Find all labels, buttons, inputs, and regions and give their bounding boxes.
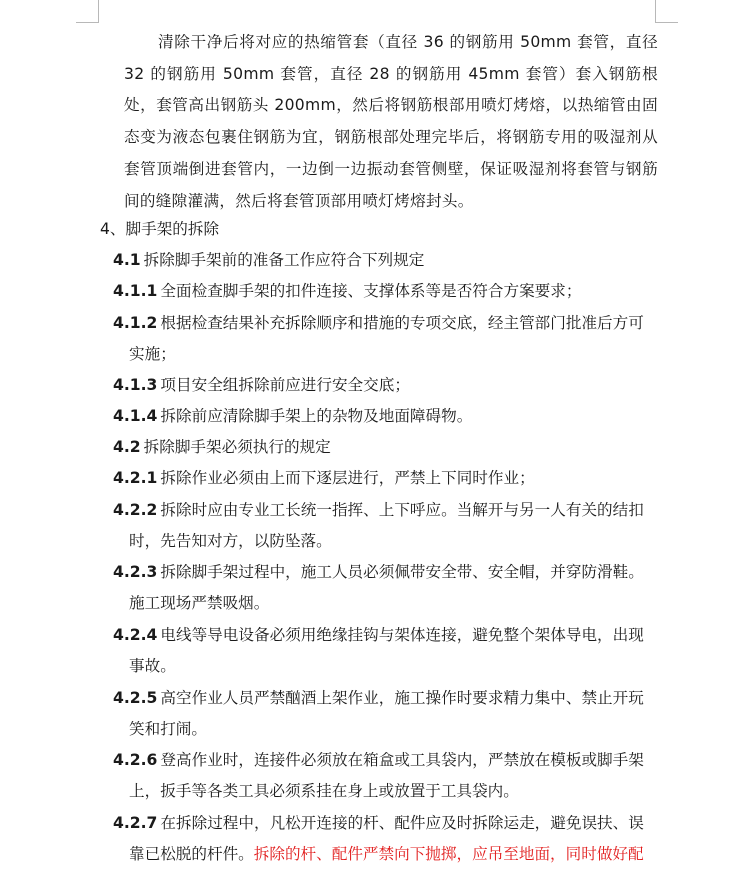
item-text: 全面检查脚手架的扣件连接、支撑体系等是否符合方案要求； xyxy=(160,282,582,300)
item-number: 4.1.1 xyxy=(113,282,158,300)
list-item xyxy=(113,401,658,432)
intro-paragraph: 清除干净后将对应的热缩管套（直径 36 的钢筋用 50mm 套管，直径 32 的钢筋用 50mm 套管，直径 28 的钢筋用 45mm 套管）套入钢筋根处，套管高出钢筋头 200mm，然后将钢筋根部用喷灯烤熔，以热缩管由固态变为液态包裹住钢筋为宜，钢筋根部处理完毕后，将钢筋专用的吸湿剂从套管顶端倒进套管内，一边倒一边振动套管侧壁，保证吸湿剂将套管与钢筋间的缝隙灌满，然后将套管顶部用喷灯烤熔封头。 xyxy=(124,33,658,210)
item-text-continued-plain: 靠已松脱的杆件。 xyxy=(129,845,254,863)
list-item xyxy=(113,276,658,307)
item-text: 拆除脚手架必须执行的规定 xyxy=(143,438,331,456)
list-item xyxy=(113,745,658,807)
item-number: 4.1.4 xyxy=(113,407,158,425)
item-number: 4.2.1 xyxy=(113,469,158,487)
item-text: 高空作业人员严禁酗酒上架作业，施工操作时要求精力集中、禁止开玩 xyxy=(160,689,644,707)
list-item xyxy=(113,463,658,494)
item-text: 登高作业时，连接件必须放在箱盒或工具袋内，严禁放在模板或脚手架 xyxy=(160,751,644,769)
list-item xyxy=(113,308,658,370)
item-number: 4.2.5 xyxy=(113,689,158,707)
item-number: 4.1 xyxy=(113,251,141,269)
item-number: 4.2.4 xyxy=(113,626,158,644)
item-number: 4.2.6 xyxy=(113,751,158,769)
item-text: 拆除脚手架过程中，施工人员必须佩带安全带、安全帽，并穿防滑鞋。 xyxy=(160,563,644,581)
item-text-continued: 笑和打闹。 xyxy=(129,720,207,738)
item-number: 4.2.3 xyxy=(113,563,158,581)
item-number: 4.2 xyxy=(113,438,141,456)
highlighted-warning-text: 拆除的杆、配件严禁向下抛掷，应吊至地面，同时做好配 xyxy=(253,845,644,863)
item-number: 4.2.2 xyxy=(113,501,158,519)
item-text-continued: 实施； xyxy=(129,345,176,363)
list-item xyxy=(113,557,658,619)
item-text-continued: 上，扳手等各类工具必须系挂在身上或放置于工具袋内。 xyxy=(129,782,519,800)
item-text: 拆除时应由专业工长统一指挥、上下呼应。当解开与另一人有关的结扣 xyxy=(160,501,644,519)
item-text: 在拆除过程中，凡松开连接的杆、配件应及时拆除运走，避免误扶、误 xyxy=(160,814,644,832)
item-text: 根据检查结果补充拆除顺序和措施的专项交底，经主管部门批准后方可 xyxy=(160,314,644,332)
item-text: 拆除脚手架前的准备工作应符合下列规定 xyxy=(143,251,425,269)
item-text-continued: 施工现场严禁吸烟。 xyxy=(129,594,270,612)
item-text-continued: 事故。 xyxy=(129,657,176,675)
item-number: 4.1.3 xyxy=(113,376,158,394)
item-text: 项目安全组拆除前应进行安全交底； xyxy=(160,376,410,394)
list-item xyxy=(113,808,658,870)
list-item xyxy=(113,620,658,682)
list-item xyxy=(113,683,658,745)
page-corner-marker-left xyxy=(76,0,99,23)
page-corner-marker-right xyxy=(655,0,678,23)
item-text: 拆除作业必须由上而下逐层进行，严禁上下同时作业； xyxy=(160,469,535,487)
list-item xyxy=(113,495,658,557)
item-text-continued xyxy=(113,839,658,870)
item-text: 拆除前应清除脚手架上的杂物及地面障碍物。 xyxy=(160,407,473,425)
item-number: 4.2.7 xyxy=(113,814,158,832)
list-item xyxy=(113,432,658,463)
item-number: 4.1.2 xyxy=(113,314,158,332)
list-item xyxy=(113,245,658,276)
item-text: 电线等导电设备必须用绝缘挂钩与架体连接，避免整个架体导电，出现 xyxy=(160,626,644,644)
item-text-continued: 时，先告知对方，以防坠落。 xyxy=(129,532,332,550)
section-4-heading: 4、脚手架的拆除 xyxy=(100,220,220,238)
list-item xyxy=(113,370,658,401)
